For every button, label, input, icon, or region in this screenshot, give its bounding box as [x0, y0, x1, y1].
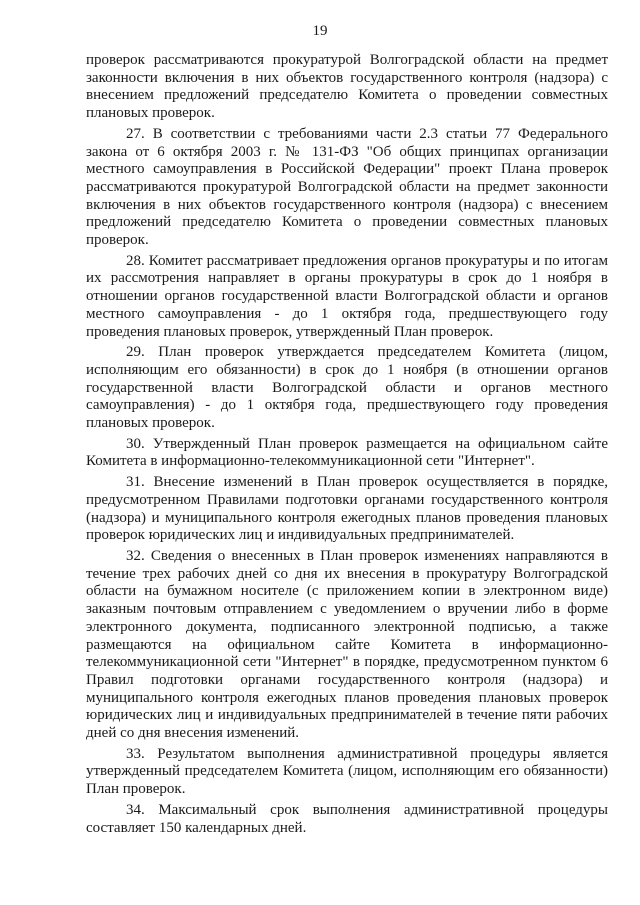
paragraph-34: 34. Максимальный срок выполнения административной процедуры составляет 150 календарных дней.: [86, 801, 608, 836]
paragraph-33: 33. Результатом выполнения административной процедуры является утвержденный председателем Комитета (лицом, исполняющим его обязанности) План проверок.: [86, 745, 608, 798]
paragraph-32: 32. Сведения о внесенных в План проверок изменениях направляются в течение трех рабочих дней со дня их внесения в прокуратуру Волгоградской области на бумажном носителе (с приложением копии в электронном виде) заказным почтовым отправлением с уведомлением о вручении либо в форме электронного документа, подписанного электронной подписью, а также размещаются на официальном сайте Комитета в информационно-телекоммуникационной сети "Интернет" в порядке, предусмотренном пунктом 6 Правил подготовки органами государственного контроля (надзора) и муниципального контроля ежегодных планов проведения плановых проверок юридических лиц и индивидуальных предпринимателей в течение пяти рабочих дней со дня внесения изменений.: [86, 547, 608, 742]
paragraph-28: 28. Комитет рассматривает предложения органов прокуратуры и по итогам их рассмотрения направляет в органы прокуратуры в срок до 1 ноября в отношении органов государственной власти Волгоградской области и органов местного самоуправления - до 1 октября года, предшествующего году проведения плановых проверок, утвержденный План проверок.: [86, 252, 608, 340]
paragraph-29: 29. План проверок утверждается председателем Комитета (лицом, исполняющим его обязанности) в срок до 1 ноября (в отношении органов государственной власти Волгоградской области и органов местного самоуправления) - до 1 октября года, предшествующего году проведения плановых проверок.: [86, 344, 608, 432]
paragraph-27: 27. В соответствии с требованиями части 2.3 статьи 77 Федерального закона от 6 октября 2003 г. № 131-ФЗ "Об общих принципах организации местного самоуправления в Российской Федерации" проект Плана проверок рассматриваются прокуратурой Волгоградской области на предмет законности включения в них объектов государственного контроля (надзора) с внесением предложений председателю Комитета о проведении совместных плановых проверок.: [86, 125, 608, 249]
paragraph-30: 30. Утвержденный План проверок размещается на официальном сайте Комитета в информационно-телекоммуникационной сети "Интернет".: [86, 435, 608, 470]
paragraph-31: 31. Внесение изменений в План проверок осуществляется в порядке, предусмотренном Правилами подготовки органами государственного контроля (надзора) и муниципального контроля ежегодных планов проведения плановых проверок юридических лиц и индивидуальных предпринимателей.: [86, 474, 608, 544]
paragraph-continuation: проверок рассматриваются прокуратурой Волгоградской области на предмет законности включения в них объектов государственного контроля (надзора) с внесением предложений председателю Комитета о проведении совместных плановых проверок.: [86, 52, 608, 122]
document-body: [86, 52, 608, 840]
page-number: 19: [312, 23, 328, 39]
